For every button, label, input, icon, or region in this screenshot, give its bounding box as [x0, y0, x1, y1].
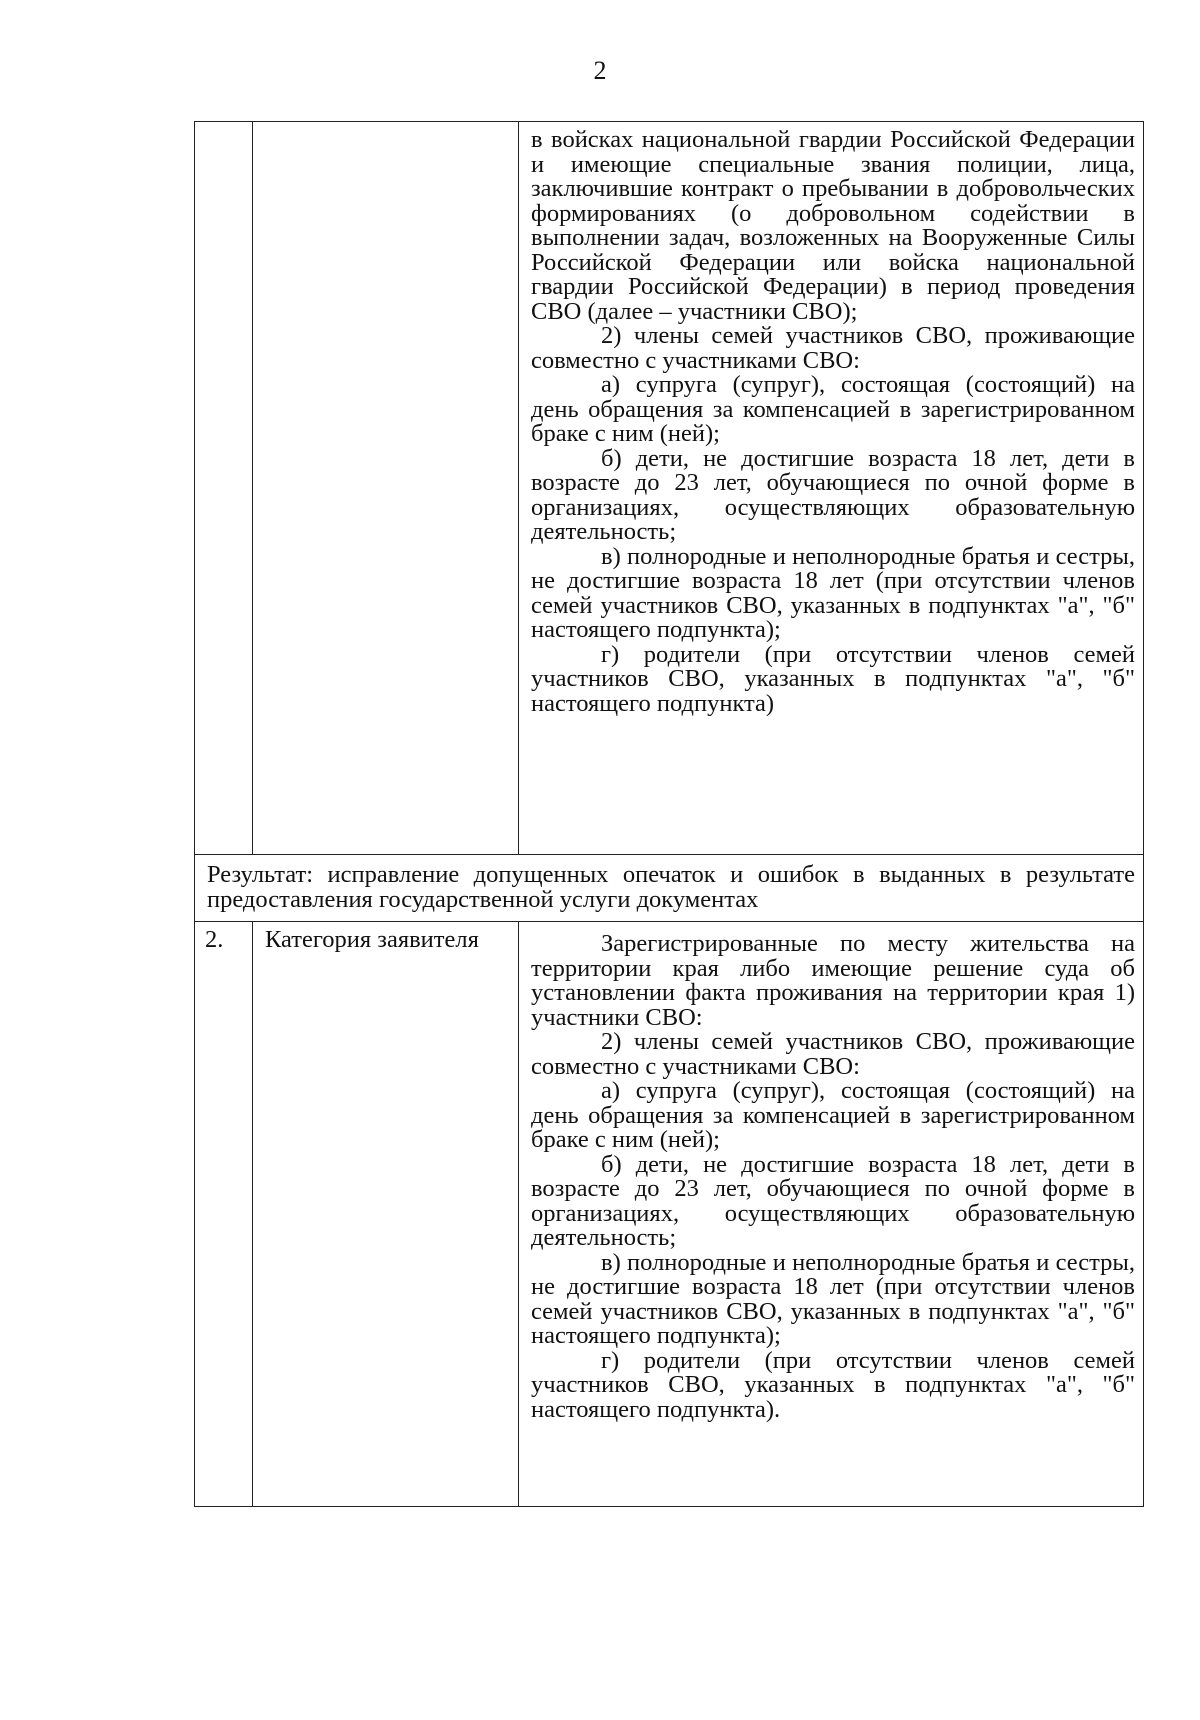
- description-cell: [519, 122, 1143, 854]
- category-label: Категория заявителя: [253, 922, 519, 1506]
- paragraph: а) супруга (супруг), состоящая (состоящий) на день обращения за компенсацией в зарегистрированном браке с ним (ней);: [531, 1077, 1135, 1153]
- number-cell: [195, 122, 253, 854]
- table-row: [195, 122, 1143, 854]
- paragraph: 2) члены семей участников СВО, проживающие совместно с участниками СВО:: [531, 1028, 1135, 1080]
- table-row: [195, 921, 1143, 1506]
- category-cell: [253, 122, 519, 854]
- paragraph: в) полнородные и неполнородные братья и сестры, не достигшие возраста 18 лет (при отсутствии членов семей участников СВО, указанных в подпунктах "а", "б" настоящего подпункта);: [531, 542, 1135, 643]
- row-number: 2.: [195, 922, 253, 1506]
- paragraph: б) дети, не достигшие возраста 18 лет, дети в возрасте до 23 лет, обучающиеся по очной форме в организациях, осуществляющих образовательную деятельность;: [531, 444, 1135, 545]
- result-row: [195, 854, 1143, 921]
- paragraph: в) полнородные и неполнородные братья и сестры, не достигшие возраста 18 лет (при отсутствии членов семей участников СВО, указанных в подпунктах "а", "б" настоящего подпункта);: [531, 1248, 1135, 1349]
- page-number: 2: [593, 56, 607, 85]
- paragraph: г) родители (при отсутствии членов семей участников СВО, указанных в подпунктах "а", "б" настоящего подпункта).: [531, 1346, 1135, 1423]
- paragraph: а) супруга (супруг), состоящая (состоящий) на день обращения за компенсацией в зарегистрированном браке с ним (ней);: [531, 371, 1135, 447]
- paragraph: в войсках национальной гвардии Российской Федерации и имеющие специальные звания полиции, лица, заключившие контракт о пребывании в добровольческих формированиях (о добровольном содействии в выполнении задач, возложенных на Вооруженные Силы Российской Федерации или войска национальной гвардии Российской Федерации) в период проведения СВО (далее – участники СВО);: [531, 126, 1135, 325]
- description-cell: [519, 922, 1143, 1506]
- paragraph: Зарегистрированные по месту жительства на территории края либо имеющие решение суда об установлении факта проживания на территории края 1) участники СВО:: [531, 930, 1135, 1031]
- result-text: Результат: исправление допущенных опечаток и ошибок в выданных в результате предоставления государственной услуги документах: [207, 861, 1135, 913]
- paragraph: 2) члены семей участников СВО, проживающие совместно с участниками СВО:: [531, 322, 1135, 374]
- document-table: [194, 121, 1144, 1507]
- paragraph: г) родители (при отсутствии членов семей участников СВО, указанных в подпунктах "а", "б" настоящего подпункта): [531, 640, 1135, 717]
- paragraph: б) дети, не достигшие возраста 18 лет, дети в возрасте до 23 лет, обучающиеся по очной форме в организациях, осуществляющих образовательную деятельность;: [531, 1150, 1135, 1251]
